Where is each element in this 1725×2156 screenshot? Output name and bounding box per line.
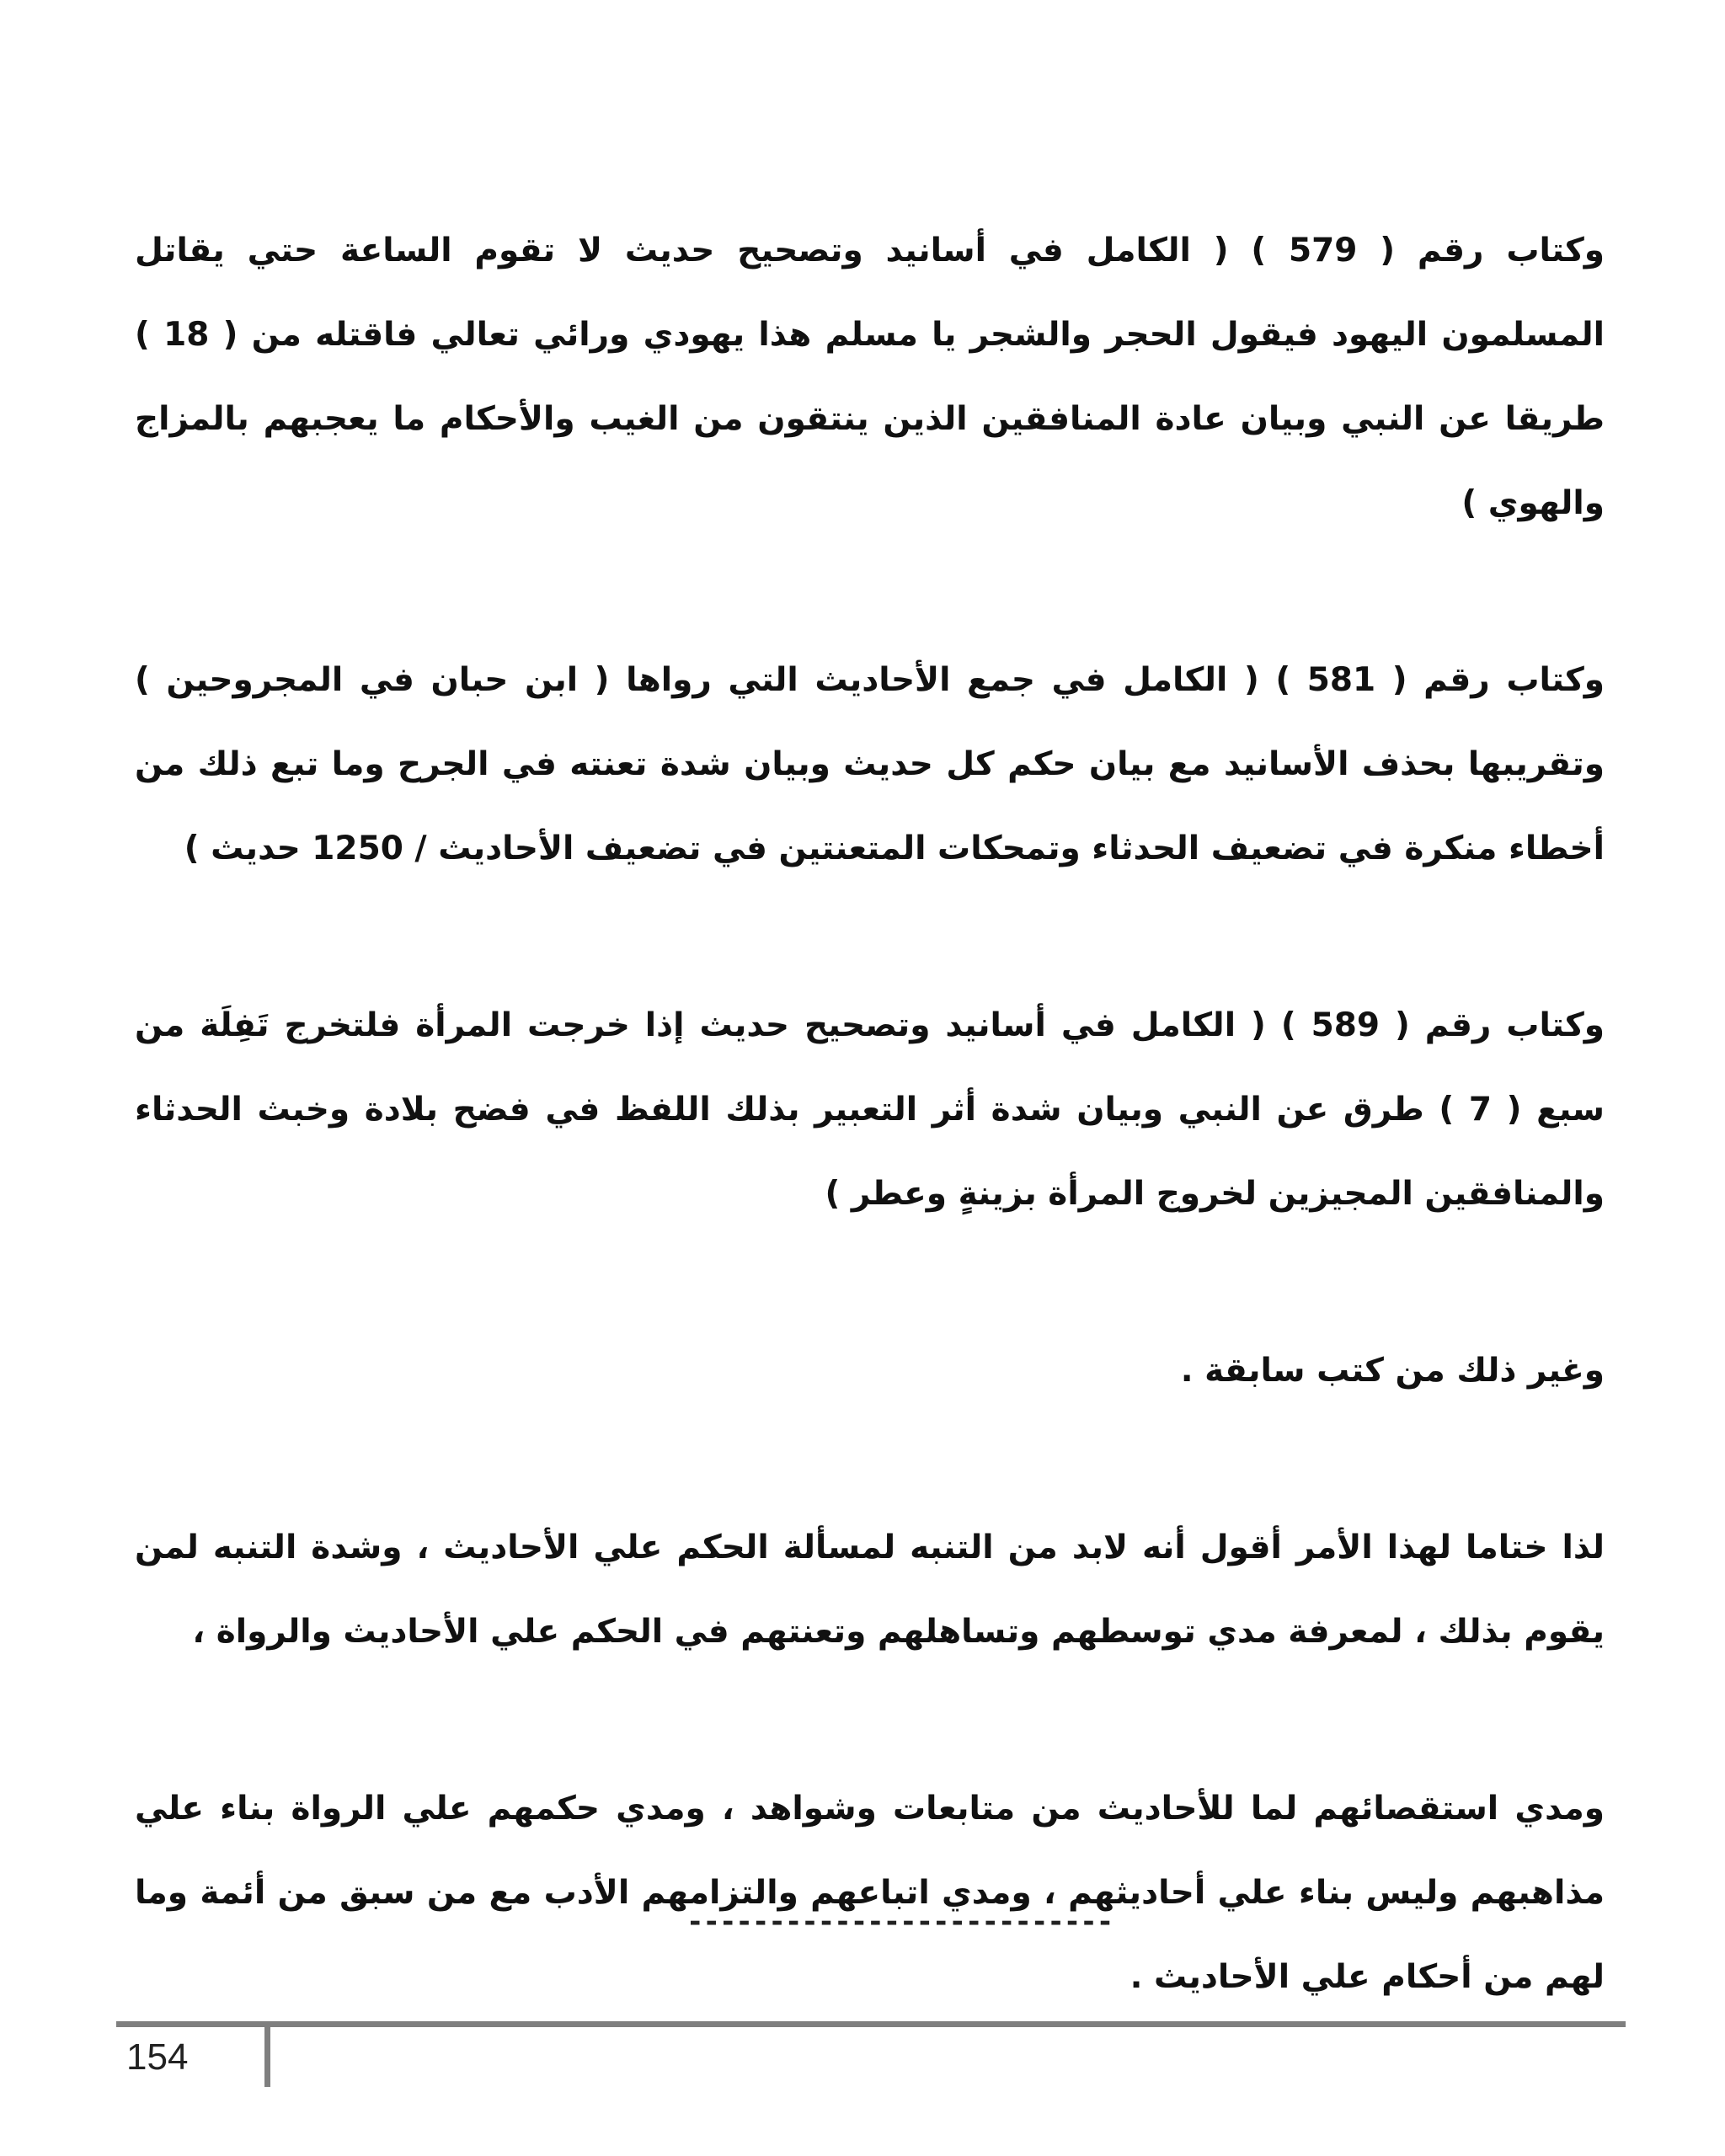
paragraph-other-books: وغير ذلك من كتب سابقة . [1180,1352,1605,1390]
paragraph-book-589: وكتاب رقم ( 589 ) ( الكامل في أسانيد وتصحيح حديث إذا خرجت المرأة فلتخرج تَفِلَة من سبع ( 7 ) طرق عن النبي وبيان شدة أثر التعبير بذلك اللفظ في فضح بلادة وخبث الحدثاء والمنافقين المجيزين لخروج المرأة بزينةٍ وعطر ) [135,1006,1605,1213]
footer-rule [116,2021,1626,2027]
page-number: 154 [126,2036,189,2078]
section-separator: -------------------------- [686,1905,1114,1939]
paragraph-book-581: وكتاب رقم ( 581 ) ( الكامل في جمع الأحاديث التي رواها ( ابن حبان في المجروحين ) وتقريبها بحذف الأسانيد مع بيان حكم كل حديث وبيان شدة تعنته في الجرح وما تبع ذلك من أخطاء منكرة في تضعيف الحدثاء وتمحكات المتعنتين في تضعيف الأحاديث / 1250 حديث ) [135,661,1605,867]
paragraph-conclusion: لذا ختاما لهذا الأمر أقول أنه لابد من التنبه لمسألة الحكم علي الأحاديث ، وشدة التنبه لمن يقوم بذلك ، لمعرفة مدي توسطهم وتساهلهم وتعنتهم في الحكم علي الأحاديث والرواة ، [135,1529,1605,1651]
paragraph-conclusion-continued: ومدي استقصائهم لما للأحاديث من متابعات وشواهد ، ومدي حكمهم علي الرواة بناء علي مذاهبهم وليس بناء علي أحاديثهم ، ومدي اتباعهم والتزامهم الأدب مع من سبق من أئمة وما لهم من أحكام علي الأحاديث . [135,1790,1605,1996]
paragraph-book-579: وكتاب رقم ( 579 ) ( الكامل في أسانيد وتصحيح حديث لا تقوم الساعة حتي يقاتل المسلمون اليهود فيقول الحجر والشجر يا مسلم هذا يهودي ورائي تعالي فاقتله من ( 18 ) طريقا عن النبي وبيان عادة المنافقين الذين ينتقون من الغيب والأحكام ما يعجبهم بالمزاج والهوي ) [135,232,1605,522]
page-body [135,209,1605,2112]
footer-divider-tick [264,2021,270,2087]
